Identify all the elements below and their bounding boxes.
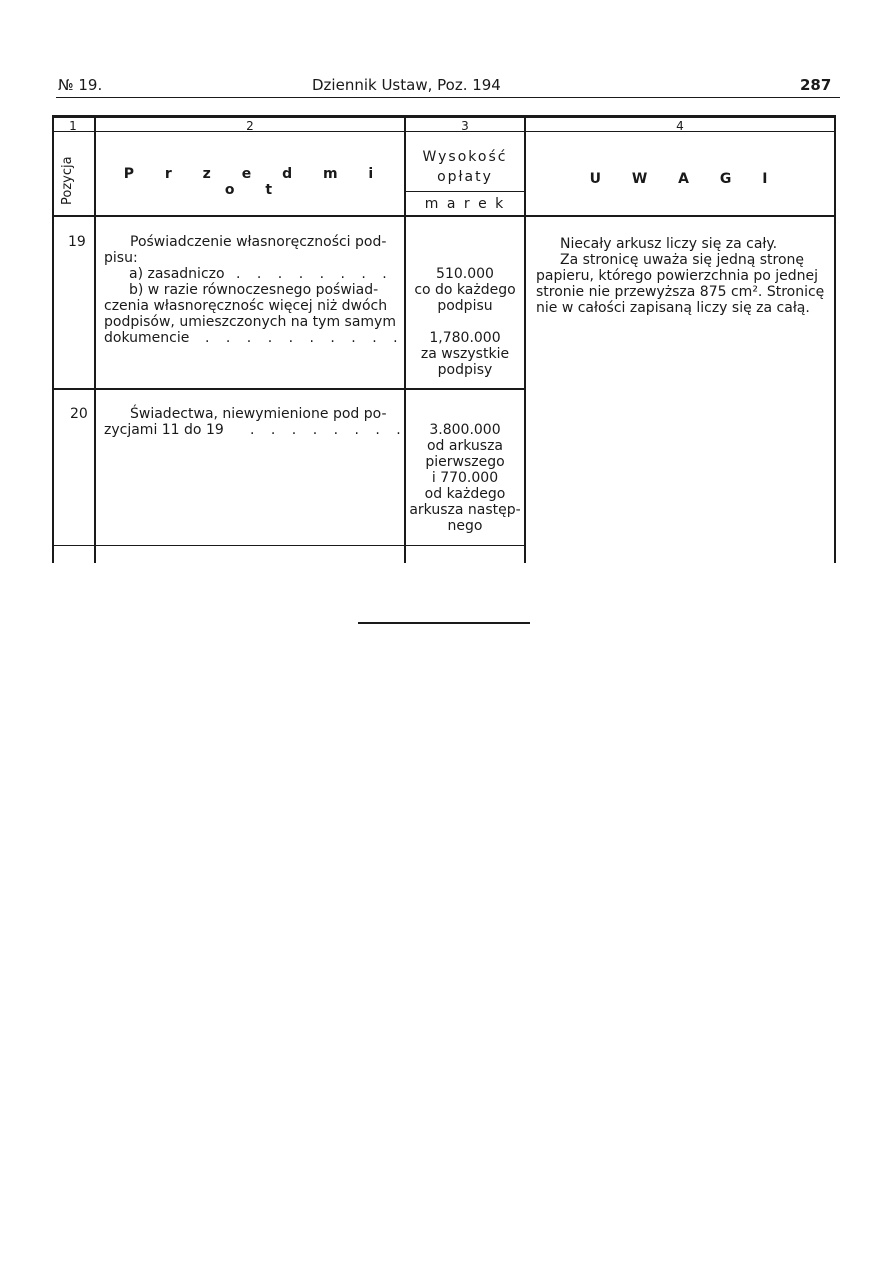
row-19-subject-line-6: podpisów, umieszczonych na tym samym xyxy=(104,314,396,330)
row-20-fee-line-7: nego xyxy=(447,518,483,534)
column-number-2: 2 xyxy=(246,119,254,133)
unit-rule-top xyxy=(405,191,525,192)
row-19-subject-line-3: a) zasadniczo xyxy=(129,266,225,282)
remarks-line-5: nie w całości zapisaną liczy się za całą. xyxy=(536,300,810,316)
row-20-fee-line-2: od arkusza xyxy=(426,438,503,454)
journal-title: Dziennik Ustaw, Poz. 194 xyxy=(312,76,501,94)
row-19-fee-line-6: podpisy xyxy=(437,362,493,378)
table-top-border xyxy=(52,115,836,118)
col-divider-left xyxy=(52,115,54,563)
row-19-fee-line-4: 1,780.000 xyxy=(429,330,501,346)
column-number-1: 1 xyxy=(69,119,77,133)
row-19-fee-line-5: za wszystkie xyxy=(420,346,510,362)
col-divider-1 xyxy=(94,115,96,563)
row-19-fee-line-3: podpisu xyxy=(437,298,493,314)
row-20-fee-line-5: od każdego xyxy=(424,486,506,502)
header-pozycja: Pozycja xyxy=(60,156,75,205)
row-19-subject-line-2: pisu: xyxy=(104,250,138,266)
row-20-fee-line-3: pierwszego xyxy=(425,454,505,470)
row-19-subject-line-1: Poświadczenie własnoręczności pod- xyxy=(130,234,387,250)
remarks-line-1: Niecały arkusz liczy się za cały. xyxy=(560,236,778,252)
header-bottom-rule xyxy=(52,215,836,217)
header-uwagi: U W A G I xyxy=(589,171,781,187)
column-number-4: 4 xyxy=(676,119,684,133)
row-20-fee-line-6: arkusza następ- xyxy=(409,502,521,518)
col-divider-3 xyxy=(524,115,526,563)
page-number: 287 xyxy=(800,76,832,94)
closing-rule xyxy=(358,622,530,624)
row-19-subject-line-4: b) w razie równoczesnego poświad- xyxy=(129,282,379,298)
row-19-fee-line-1: 510.000 xyxy=(436,266,494,282)
row-20-subject-line-1: Świadectwa, niewymienione pod po- xyxy=(130,406,387,422)
header-fee-unit: m a r e k xyxy=(424,196,506,212)
remarks-line-3: papieru, którego powierzchnia po jednej xyxy=(536,268,819,284)
header-rule xyxy=(56,97,840,98)
col-divider-right xyxy=(834,115,836,563)
row-19-leader-dots-a: . . . . . . . . xyxy=(236,266,393,282)
row-20-subject-line-2: zycjami 11 do 19 xyxy=(104,422,224,438)
row-19-position: 19 xyxy=(68,234,86,250)
row-20-fee-line-1: 3.800.000 xyxy=(429,422,501,438)
remarks-line-4: stronie nie przewyższa 875 cm². Stronicę xyxy=(536,284,825,300)
header-przedmiot: P r z e d m i o t xyxy=(123,166,387,198)
header-fee-line1: Wysokość xyxy=(422,149,508,165)
issue-number: № 19. xyxy=(58,76,103,94)
remarks-line-2: Za stronicę uważa się jedną stronę xyxy=(560,252,805,268)
row-19-subject-line-7: dokumencie xyxy=(104,330,190,346)
row-20-fee-line-4: i 770.000 xyxy=(431,470,499,486)
row-20-leader-dots: . . . . . . . . xyxy=(250,422,407,438)
column-number-3: 3 xyxy=(461,119,469,133)
row-19-leader-dots-b: . . . . . . . . . . xyxy=(205,330,404,346)
row-20-position: 20 xyxy=(70,406,88,422)
row-19-fee-line-2: co do każdego xyxy=(414,282,516,298)
header-fee-line2: opłaty xyxy=(437,169,493,185)
row-separator xyxy=(52,388,526,390)
row-19-subject-line-5: czenia własnoręcznośc więcej niż dwóch xyxy=(104,298,388,314)
bottom-rule-left xyxy=(52,545,526,546)
